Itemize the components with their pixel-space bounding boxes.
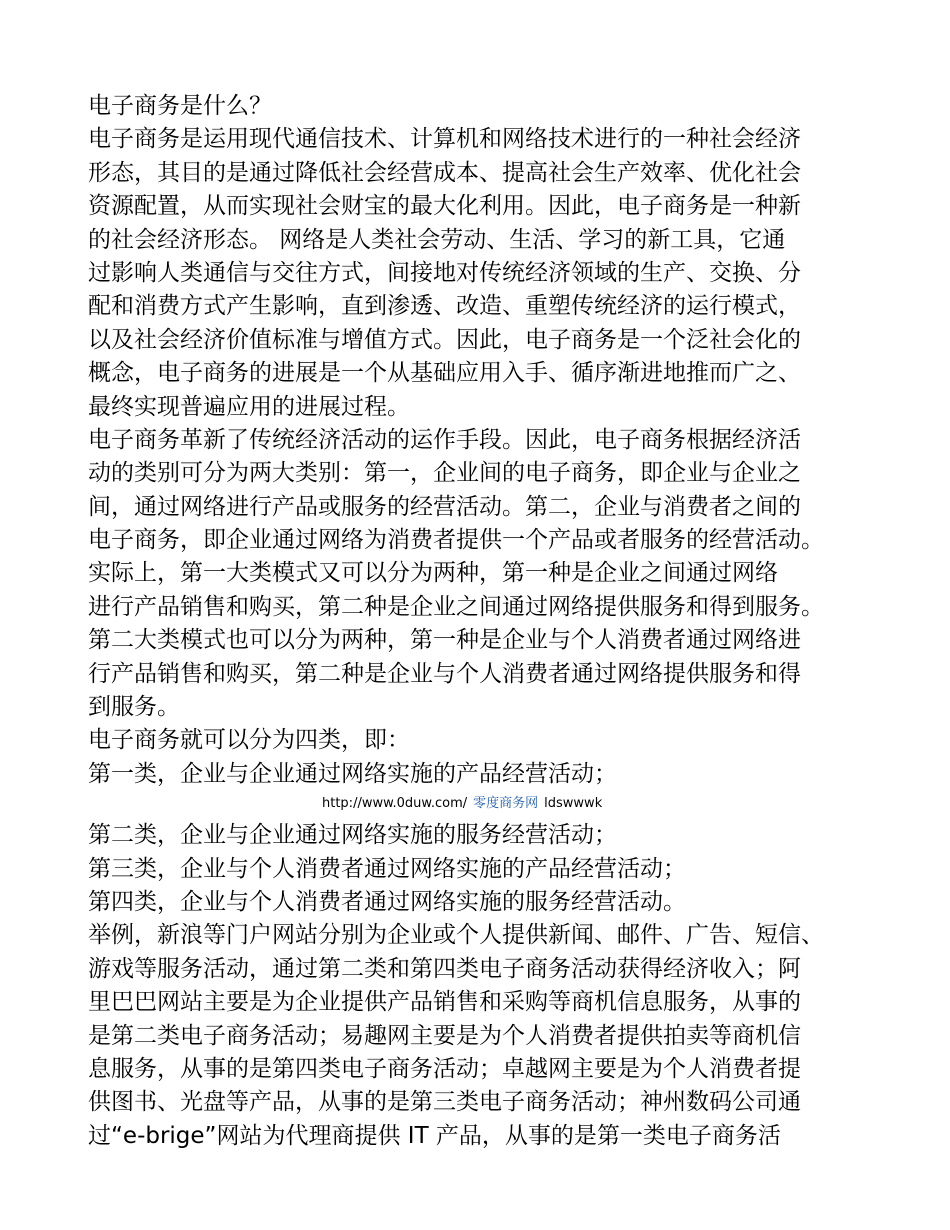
document-text-part1 [88,90,878,791]
text-line: 是第二类电子商务活动；易趣网主要是为个人消费者提供拍卖等商机信 [88,1022,801,1049]
watermark-line [322,793,878,815]
text-line: 动的类别可分为两大类别：第一，企业间的电子商务，即企业与企业之 [88,460,801,487]
text-line: 第一类，企业与企业通过网络实施的产品经营活动； [88,760,617,787]
text-line: 形态，其目的是通过降低社会经营成本、提高社会生产效率、优化社会 [88,159,801,186]
text-line: 电子商务是什么？ [88,93,272,119]
text-line: 过影响人类通信与交往方式，间接地对传统经济领域的生产、交换、分 [88,259,801,286]
text-line: 以及社会经济价值标准与增值方式。因此，电子商务是一个泛社会化的 [88,326,801,353]
text-line: 电子商务是运用现代通信技术、计算机和网络技术进行的一种社会经济 [88,126,801,153]
text-line: 第四类，企业与个人消费者通过网络实施的服务经营活动。 [88,888,686,915]
text-line: 资源配置，从而实现社会财宝的最大化利用。因此，电子商务是一种新 [88,193,801,220]
document-text-part2 [88,819,878,1153]
text-line: 里巴巴网站主要是为企业提供产品销售和采购等商机信息服务，从事的 [88,989,801,1016]
text-line: 息服务，从事的是第四类电子商务活动；卓越网主要是为个人消费者提 [88,1055,801,1082]
text-line: 概念，电子商务的进展是一个从基础应用入手、循序渐进地推而广之、 [88,360,801,387]
text-line: 第二类，企业与企业通过网络实施的服务经营活动； [88,822,617,849]
text-line: 到服务。 [88,694,180,721]
watermark-site-name[interactable]: 零度商务网 [473,796,539,812]
text-line: 的社会经济形态。 网络是人类社会劳动、生活、学习的新工具，它通 [88,226,786,253]
text-line: 游戏等服务活动，通过第二类和第四类电子商务活动获得经济收入；阿 [88,955,801,982]
text-line: 第二大类模式也可以分为两种，第一种是企业与个人消费者通过网络进 [88,627,801,654]
text-line: 间，通过网络进行产品或服务的经营活动。第二，企业与消费者之间的 [88,493,801,520]
text-line: 行产品销售和购买，第二种是企业与个人消费者通过网络提供服务和得 [88,660,801,687]
text-line: 第三类，企业与个人消费者通过网络实施的产品经营活动； [88,855,686,882]
watermark-code: ldswwwk [544,796,603,812]
text-line: 电子商务，即企业通过网络为消费者提供一个产品或者服务的经营活动。 [88,527,824,554]
text-line: 实际上，第一大类模式又可以分为两种，第一种是企业之间通过网络 [88,560,778,587]
text-line: 配和消费方式产生影响，直到渗透、改造、重塑传统经济的运行模式， [88,293,801,320]
text-line: 过“e-brige”网站为代理商提供 IT 产品，从事的是第一类电子商务活 [88,1122,781,1149]
watermark-url[interactable]: http://www.0duw.com/ [322,796,468,812]
text-line: 进行产品销售和购买，第二种是企业之间通过网络提供服务和得到服务。 [88,593,824,620]
text-line: 电子商务革新了传统经济活动的运作手段。因此，电子商务根据经济活 [88,426,801,453]
text-line: 举例，新浪等门户网站分别为企业或个人提供新闻、邮件、广告、短信、 [88,922,824,949]
document-body [88,90,878,1153]
text-line: 供图书、光盘等产品，从事的是第三类电子商务活动；神州数码公司通 [88,1089,801,1116]
text-line: 最终实现普遍应用的进展过程。 [88,393,410,420]
text-line: 电子商务就可以分为四类，即： [88,727,410,754]
